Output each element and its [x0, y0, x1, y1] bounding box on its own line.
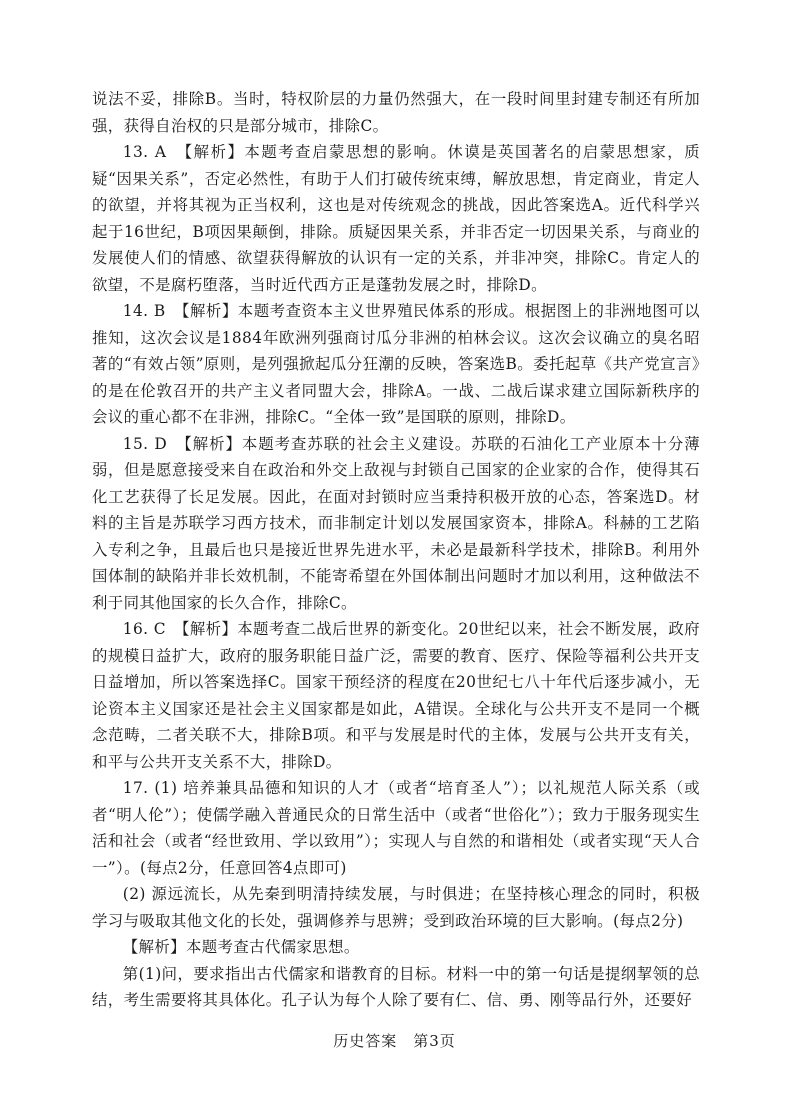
answer-document [92, 86, 700, 1014]
paragraph-continuation: 说法不妥，排除B。当时，特权阶层的力量仍然强大，在一段时间里封建专制还有所加强，获得自治权的只是部分城市，排除C。 [92, 90, 700, 135]
answer-17-part-2: (2) 源远流长，从先秦到明清持续发展，与时俱进；在坚持核心理念的同时，积极学习与吸取其他文化的长处，强调修养与思辨；受到政治环境的巨大影响。(每点2分) [92, 885, 700, 930]
answer-17-question-1-analysis: 第(1)问，要求指出古代儒家和谐教育的目标。材料一中的第一句话是提纲挈领的总结，考生需要将其具体化。孔子认为每个人除了要有仁、信、勇、刚等品行外，还要好 [92, 964, 700, 1009]
answer-15: 15. D 【解析】本题考查苏联的社会主义建设。苏联的石油化工产业原本十分薄弱，但是愿意接受来自在政治和外交上敌视与封锁自己国家的企业家的合作，使得其石化工艺获得了长足发展。因此，在面对封锁时应当秉持积极开放的心态，答案选D。材料的主旨是苏联学习西方技术，而非制定计划以发展国家资本，排除A。科赫的工艺陷入专利之争，且最后也只是接近世界先进水平，未必是最新科学技术，排除B。利用外国体制的缺陷并非长效机制，不能寄希望在外国体制出问题时才加以利用，这种做法不利于同其他国家的长久合作，排除C。 [92, 434, 700, 612]
answer-16: 16. C 【解析】本题考查二战后世界的新变化。20世纪以来，社会不断发展，政府的规模日益扩大，政府的服务职能日益广泛，需要的教育、医疗、保险等福利公共开支日益增加，所以答案选择C。国家干预经济的程度在20世纪七八十年代后逐步减小，无论资本主义国家还是社会主义国家都是如此，A错误。全球化与公共开支不是同一个概念范畴，二者关联不大，排除B项。和平与发展是时代的主体，发展与公共开支有关，和平与公共开支关系不大，排除D。 [92, 620, 700, 771]
answer-13: 13. A 【解析】本题考查启蒙思想的影响。休谟是英国著名的启蒙思想家，质疑“因果关系”，否定必然性，有助于人们打破传统束缚，解放思想，肯定商业，肯定人的欲望，并将其视为正当权利，这也是对传统观念的挑战，因此答案选A。近代科学兴起于16世纪，B项因果颠倒，排除。质疑因果关系，并非否定一切因果关系，与商业的发展使人们的情感、欲望获得解放的认识有一定的关系，并非冲突，排除C。肯定人的欲望，不是腐朽堕落，当时近代西方正是蓬勃发展之时，排除D。 [92, 143, 700, 294]
answer-17-analysis: 【解析】本题考查古代儒家思想。 [122, 938, 360, 956]
answer-14: 14. B 【解析】本题考查资本主义世界殖民体系的形成。根据图上的非洲地图可以推知，这次会议是1884年欧洲列强商讨瓜分非洲的柏林会议。这次会议确立的臭名昭著的“有效占领”原则，是列强掀起瓜分狂潮的反映，答案选B。委托起草《共产党宣言》的是在伦敦召开的共产主义者同盟大会，排除A。一战、二战后谋求建立国际新秩序的会议的重心都不在非洲，排除C。“全体一致”是国联的原则，排除D。 [92, 302, 700, 426]
answer-17-part-1: 17. (1) 培养兼具品德和知识的人才（或者“培育圣人”）；以礼规范人际关系（或者“明人伦”）；使儒学融入普通民众的日常生活中（或者“世俗化”）；致力于服务现实生活和社会（或者“经世致用、学以致用”）；实现人与自然的和谐相处（或者实现“天人合一”）。(每点2分，任意回答4点即可) [92, 779, 700, 877]
page-footer: 历史答案 第3页 [333, 1032, 456, 1050]
